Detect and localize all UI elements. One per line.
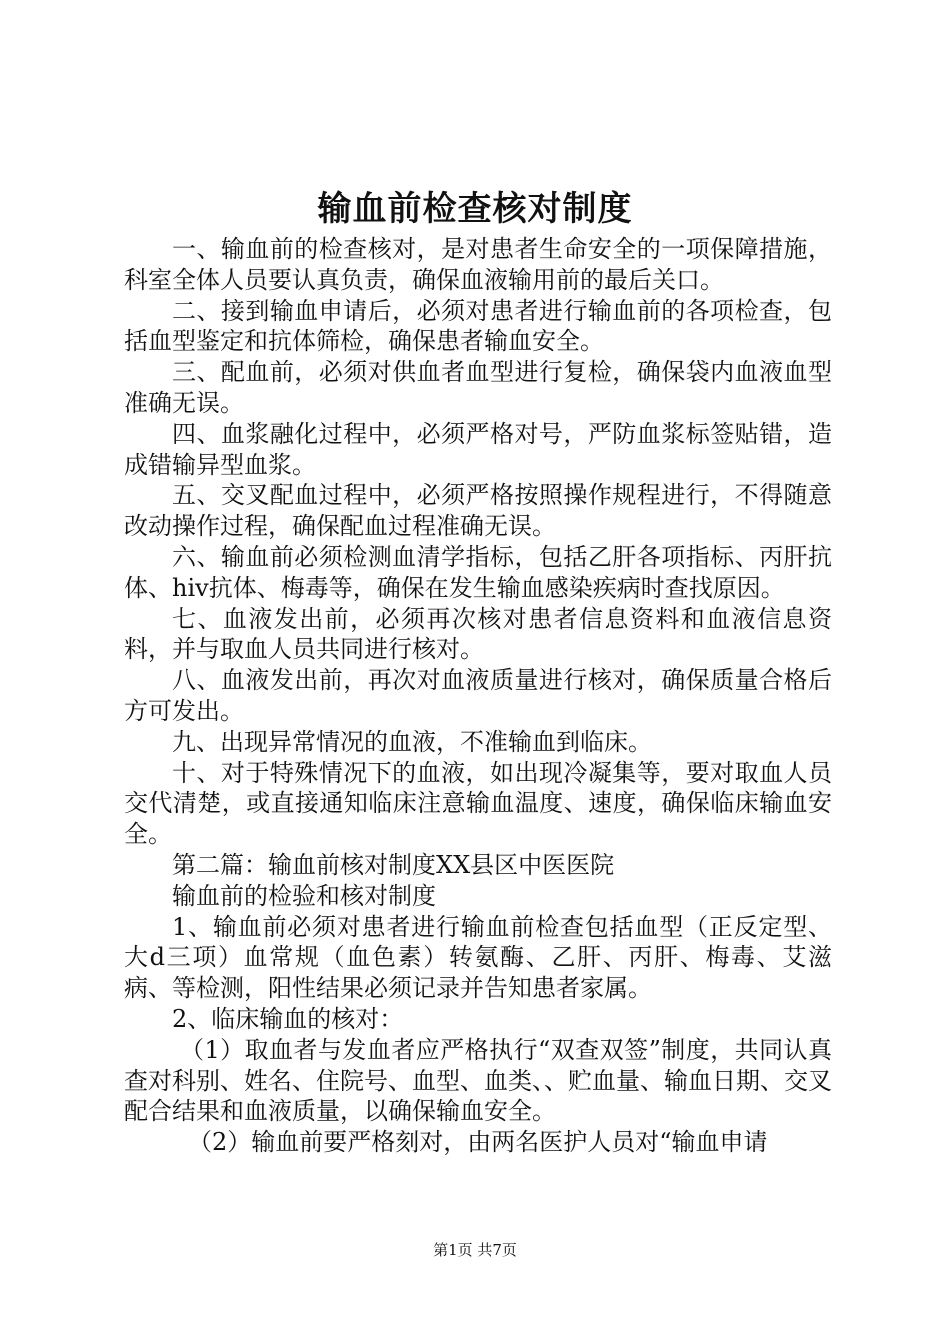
paragraph-1: 一、输血前的检查核对，是对患者生命安全的一项保障措施，科室全体人员要认真负责，确保血液输用前的最后关口。 [124, 235, 832, 294]
paragraph-subitem-2: （2）输血前要严格刻对，由两名医护人员对“输血申请 [188, 1128, 768, 1157]
paragraph-6: 六、输血前必须检测血清学指标，包括乙肝各项指标、丙肝抗体、hiv抗体、梅毒等，确保在发生输血感染疾病时查找原因。 [124, 542, 832, 602]
paragraph-7: 七、血液发出前，必须再次核对患者信息资料和血液信息资料，并与取血人员共同进行核对。 [124, 604, 832, 664]
paragraph-3: 三、配血前，必须对供血者血型进行复检，确保袋内血液血型准确无误。 [124, 358, 832, 417]
paragraph-item-1: 1、输血前必须对患者进行输血前检查包括血型（正反定型、大d三项）血常规（血色素）转氨酶、乙肝、丙肝、梅毒、艾滋病、等检测，阳性结果必须记录并告知患者家属。 [124, 912, 832, 1003]
document-body [124, 234, 832, 1158]
page-footer: 第1页 共7页 [433, 1241, 517, 1259]
paragraph-item-2: 2、临床输血的核对： [172, 1004, 404, 1033]
paragraph-2: 二、接到输血申请后，必须对患者进行输血前的各项检查，包括血型鉴定和抗体筛检，确保患者输血安全。 [124, 296, 832, 356]
section-heading-part-two: 第二篇：输血前核对制度XX县区中医医院 [172, 850, 615, 879]
paragraph-4: 四、血浆融化过程中，必须严格对号，严防血浆标签贴错，造成错输异型血浆。 [124, 419, 832, 479]
section-subheading: 输血前的检验和核对制度 [172, 881, 436, 910]
paragraph-10: 十、对于特殊情况下的血液，如出现冷凝集等，要对取血人员交代清楚，或直接通知临床注意输血温度、速度，确保临床输血安全。 [124, 758, 832, 849]
paragraph-5: 五、交叉配血过程中，必须严格按照操作规程进行，不得随意改动操作过程，确保配血过程准确无误。 [124, 481, 832, 541]
paragraph-9: 九、出现异常情况的血液，不准输血到临床。 [172, 727, 652, 756]
paragraph-subitem-1: （1）取血者与发血者应严格执行“双查双签”制度，共同认真查对科别、姓名、住院号、血型、血类、、贮血量、输血日期、交叉配合结果和血液质量，以确保输血安全。 [124, 1035, 832, 1126]
paragraph-8: 八、血液发出前，再次对血液质量进行核对，确保质量合格后方可发出。 [124, 666, 832, 725]
document-title: 输血前检查核对制度 [317, 189, 633, 229]
